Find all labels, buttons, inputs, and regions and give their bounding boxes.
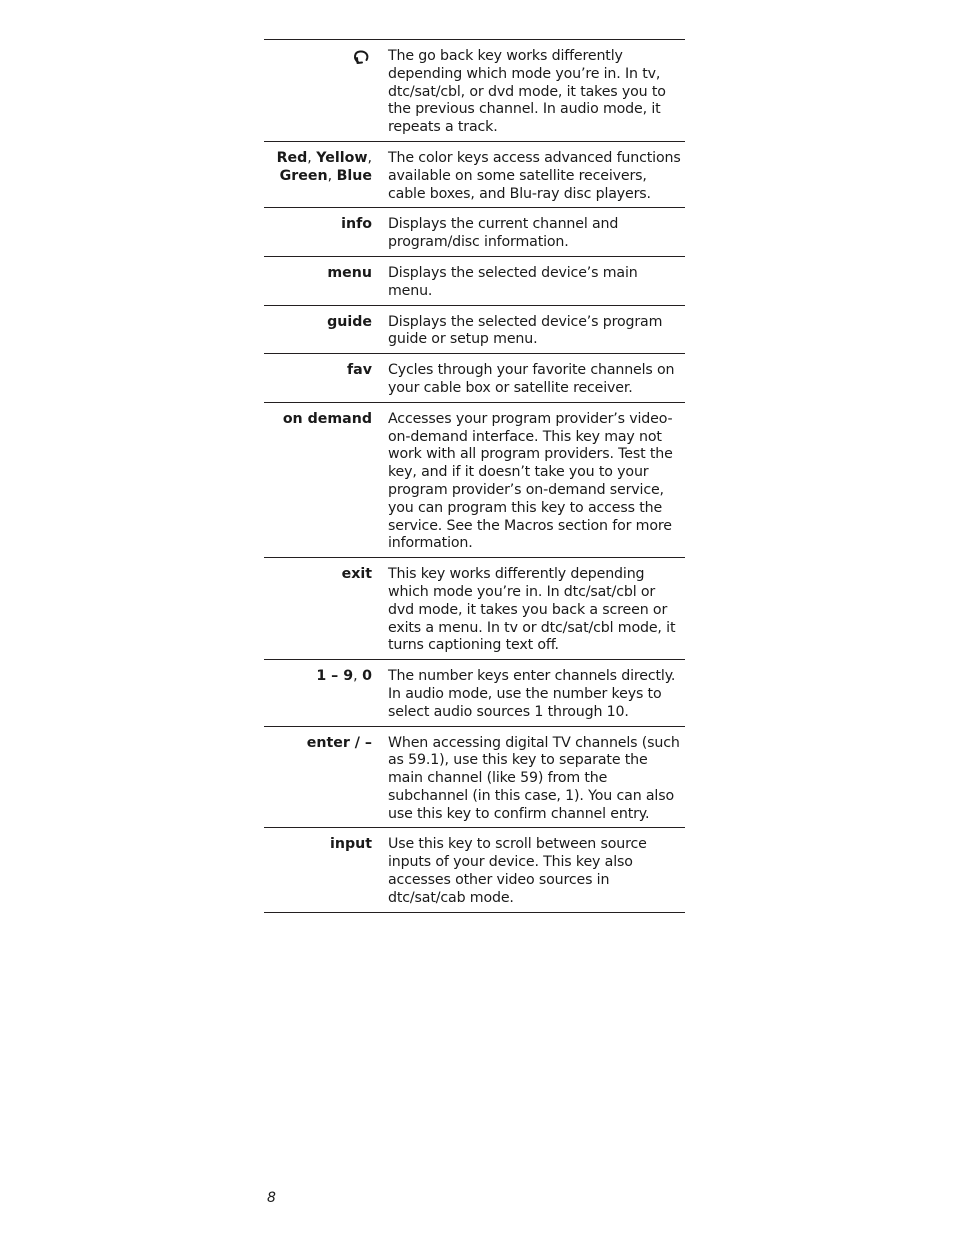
key-name: exit — [341, 566, 372, 583]
key-row-info — [264, 208, 685, 257]
key-zero: 0 — [362, 668, 372, 685]
key-name: input — [329, 836, 372, 853]
key-name: Red, Yellow, Green, Blue — [276, 149, 372, 184]
key-description: This key works differently depending which mode you’re in. In dtc/sat/cbl or dvd mode, it takes you back a screen or exits a menu. In tv or dtc/sat/cbl mode, it turns captioning text off. — [388, 566, 676, 654]
key-row-on-demand — [264, 403, 685, 558]
key-name: on demand — [282, 410, 372, 427]
page-number: 8 — [267, 1190, 276, 1206]
key-description: Displays the selected device’s program guide or setup menu. — [388, 313, 663, 348]
key-row-input — [264, 828, 685, 912]
key-green: Green — [279, 167, 328, 184]
key-row-fav — [264, 354, 685, 403]
key-description: The color keys access advanced functions available on some satellite receivers, cable boxes, and Blu-ray disc players. — [388, 149, 681, 202]
key-name: info — [341, 216, 372, 233]
key-blue: Blue — [336, 167, 372, 184]
key-description: Displays the current channel and program/disc information. — [388, 216, 619, 251]
key-row-go-back — [264, 40, 685, 142]
key-name: fav — [347, 362, 372, 379]
key-name: 1 – 9, 0 — [316, 668, 372, 685]
key-row-enter — [264, 727, 685, 829]
key-name — [264, 40, 372, 141]
key-name: guide — [327, 313, 372, 330]
key-description: The number keys enter channels directly. In audio mode, use the number keys to select audio sources 1 through 10. — [388, 668, 676, 720]
key-red: Red — [276, 149, 308, 166]
key-yellow: Yellow — [316, 149, 368, 166]
key-row-number-keys — [264, 660, 685, 726]
key-name: menu — [327, 264, 372, 281]
key-description: When accessing digital TV channels (such as 59.1), use this key to separate the main channel (like 59) from the subchannel (in this case, 1). You can also use this key to confirm channel entry. — [388, 734, 680, 822]
key-digits-range: 1 – 9 — [316, 668, 354, 685]
key-row-guide — [264, 306, 685, 355]
key-row-menu — [264, 257, 685, 306]
key-description: Displays the selected device’s main menu. — [388, 264, 638, 299]
remote-key-table — [264, 39, 685, 913]
key-row-color-keys — [264, 142, 685, 208]
key-description: Cycles through your favorite channels on your cable box or satellite receiver. — [388, 362, 675, 396]
key-description: Accesses your program provider’s video-on-demand interface. This key may not work with all program providers. Test the key, and if it doesn’t take you to your program provider’s on-demand service, you can program this key to access the service. See the Macros section for more information. — [388, 410, 673, 552]
go-back-icon — [352, 48, 372, 68]
key-description: The go back key works differently depending which mode you’re in. In tv, dtc/sat/cbl, or dvd mode, it takes you to the previous channel. In audio mode, it repeats a track. — [388, 48, 666, 136]
key-description: Use this key to scroll between source inputs of your device. This key also accesses other video sources in dtc/sat/cab mode. — [388, 836, 647, 906]
key-name: enter / – — [306, 734, 372, 751]
key-row-exit — [264, 558, 685, 660]
